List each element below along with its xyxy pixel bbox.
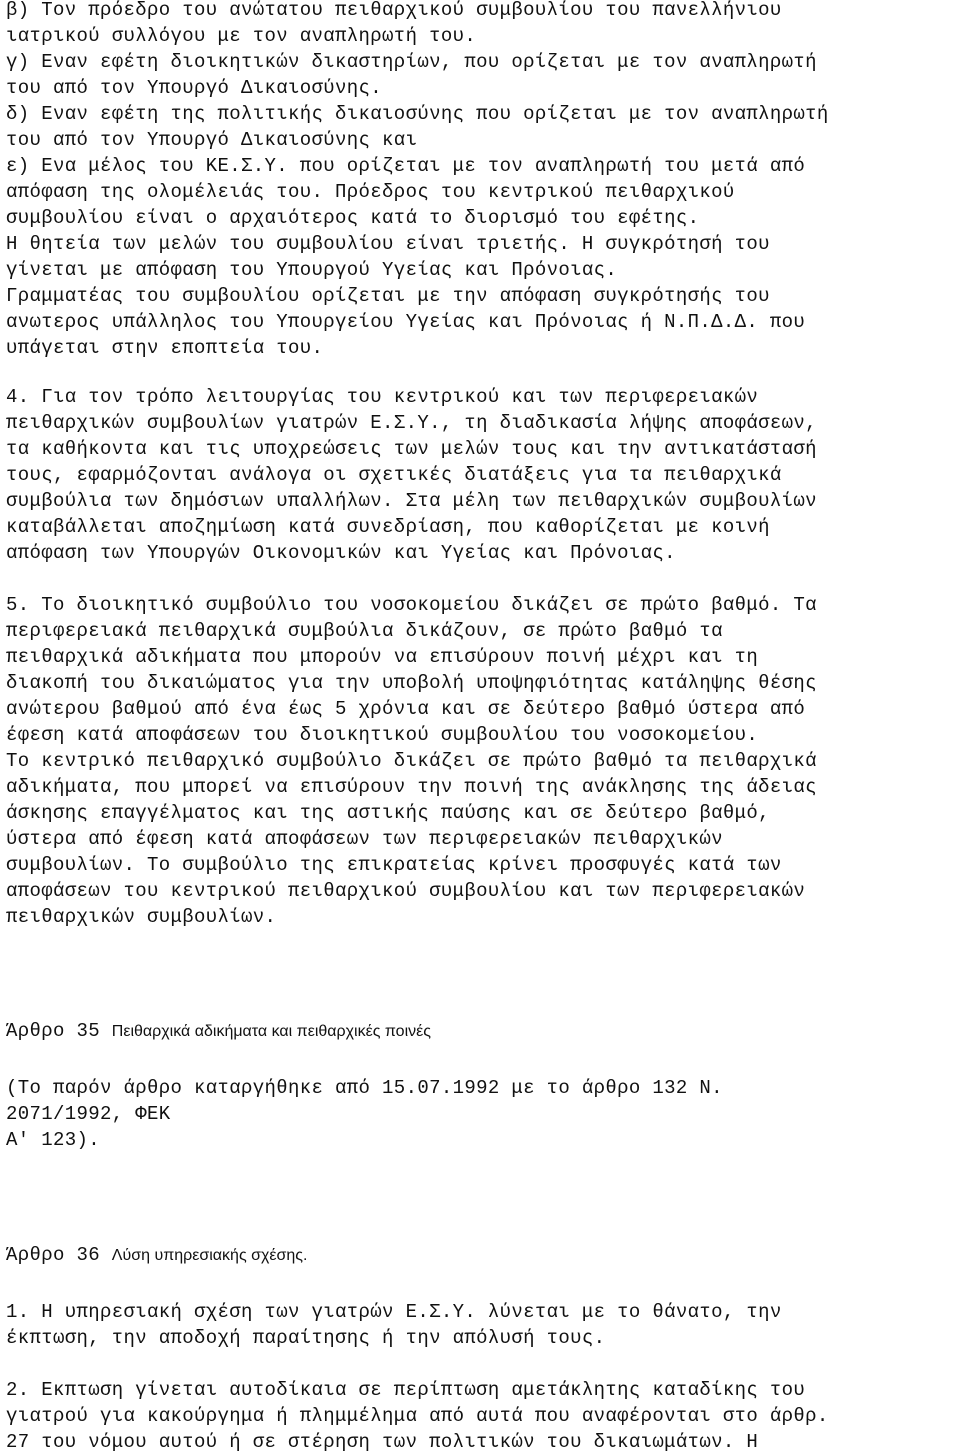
text-line: πειθαρχικών συμβουλίων γιατρών Ε.Σ.Υ., τη διαδικασία λήψης αποφάσεων, bbox=[6, 412, 817, 434]
article-35-heading bbox=[6, 1018, 431, 1045]
text-line: πειθαρχικά αδικήματα που μπορούν να επισύρουν ποινή μέχρι και τη bbox=[6, 646, 759, 668]
text-line: 1. Η υπηρεσιακή σχέση των γιατρών Ε.Σ.Υ. λύνεται με το θάνατο, την bbox=[6, 1301, 782, 1323]
text-line: απόφαση των Υπουργών Οικονομικών και Υγείας και Πρόνοιας. bbox=[6, 542, 676, 564]
text-line: ανωτερος υπάλληλος του Υπουργείου Υγείας και Πρόνοιας ή Ν.Π.Δ.Δ. που bbox=[6, 311, 806, 333]
text-line: περιφερειακά πειθαρχικά συμβούλια δικάζουν, σε πρώτο βαθμό τα bbox=[6, 620, 723, 642]
text-line: ε) Ενα μέλος του ΚΕ.Σ.Υ. που ορίζεται με τον αναπληρωτή του μετά από bbox=[6, 155, 806, 177]
text-line: 2. Εκπτωση γίνεται αυτοδίκαια σε περίπτωση αμετάκλητης καταδίκης του bbox=[6, 1379, 806, 1401]
text-line: Α' 123). bbox=[6, 1129, 101, 1151]
text-line: τους, εφαρμόζονται ανάλογα οι σχετικές διατάξεις για τα πειθαρχικά bbox=[6, 464, 782, 486]
text-line: 27 του νόμου αυτού ή σε στέρηση των πολιτικών του δικαιωμάτων. Η bbox=[6, 1431, 759, 1453]
text-line: δ) Εναν εφέτη της πολιτικής δικαιοσύνης που ορίζεται με τον αναπληρωτή bbox=[6, 103, 829, 125]
text-line: (Το παρόν άρθρο καταργήθηκε από 15.07.1992 με το άρθρο 132 Ν. bbox=[6, 1077, 723, 1099]
text-line: έφεση κατά αποφάσεων του διοικητικού συμβουλίου του νοσοκομείου. bbox=[6, 724, 759, 746]
text-line: διακοπή του δικαιώματος για την υποβολή υποψηφιότητας κατάληψης θέσης bbox=[6, 672, 817, 694]
text-line: έκπτωση, την αποδοχή παραίτησης ή την απόλυσή τους. bbox=[6, 1327, 606, 1349]
article-35-label: Άρθρο 35 bbox=[6, 1020, 101, 1042]
text-line: 2071/1992, ΦΕΚ bbox=[6, 1103, 171, 1125]
text-line: αποφάσεων του κεντρικού πειθαρχικού συμβουλίου και των περιφερειακών bbox=[6, 880, 806, 902]
text-line: ιατρικού συλλόγου με τον αναπληρωτή του. bbox=[6, 25, 477, 47]
article-36-heading bbox=[6, 1242, 307, 1269]
article-36-title: Λύση υπηρεσιακής σχέσης. bbox=[111, 1247, 308, 1264]
text-line: αδικήματα, που μπορεί να επισύρουν την ποινή της ανάκλησης της άδειας bbox=[6, 776, 817, 798]
text-line: καταβάλλεται αποζημίωση κατά συνεδρίαση, που καθορίζεται με κοινή bbox=[6, 516, 770, 538]
text-line: απόφαση της ολομέλειάς του. Πρόεδρος του κεντρικού πειθαρχικού bbox=[6, 181, 735, 203]
text-line: ύστερα από έφεση κατά αποφάσεων των περιφερειακών πειθαρχικών bbox=[6, 828, 723, 850]
text-line: του από τον Υπουργό Δικαιοσύνης και bbox=[6, 129, 418, 151]
text-line: γίνεται με απόφαση του Υπουργού Υγείας και Πρόνοιας. bbox=[6, 259, 618, 281]
text-line: γιατρού για κακούργημα ή πλημμέλημα από αυτά που αναφέρονται στο άρθρ. bbox=[6, 1405, 829, 1427]
text-line: Γραμματέας του συμβουλίου ορίζεται με την απόφαση συγκρότησής του bbox=[6, 285, 770, 307]
text-line: Το κεντρικό πειθαρχικό συμβούλιο δικάζει σε πρώτο βαθμό τα πειθαρχικά bbox=[6, 750, 817, 772]
text-line: άσκησης επαγγέλματος και της αστικής παύσης και σε δεύτερο βαθμό, bbox=[6, 802, 770, 824]
text-line: Η θητεία των μελών του συμβουλίου είναι τριετής. Η συγκρότησή του bbox=[6, 233, 770, 255]
text-line: συμβούλια των δημόσιων υπαλλήλων. Στα μέλη των πειθαρχικών συμβουλίων bbox=[6, 490, 817, 512]
text-line: του από τον Υπουργό Δικαιοσύνης. bbox=[6, 77, 383, 99]
text-line: γ) Εναν εφέτη διοικητικών δικαστηρίων, που ορίζεται με τον αναπληρωτή bbox=[6, 51, 817, 73]
text-line: 5. Το διοικητικό συμβούλιο του νοσοκομείου δικάζει σε πρώτο βαθμό. Τα bbox=[6, 594, 817, 616]
text-line: β) Τον πρόεδρο του ανώτατου πειθαρχικού συμβουλίου του πανελλήνιου bbox=[6, 0, 782, 21]
text-line: συμβουλίου είναι ο αρχαιότερος κατά το διορισμό του εφέτης. bbox=[6, 207, 700, 229]
text-line: ανώτερου βαθμού από ένα έως 5 χρόνια και σε δεύτερο βαθμό ύστερα από bbox=[6, 698, 806, 720]
text-line: τα καθήκοντα και τις υποχρεώσεις των μελών τους και την αντικατάστασή bbox=[6, 438, 817, 460]
text-line: υπάγεται στην εποπτεία του. bbox=[6, 337, 324, 359]
text-line: συμβουλίων. Το συμβούλιο της επικρατείας κρίνει προσφυγές κατά των bbox=[6, 854, 782, 876]
article-35-title: Πειθαρχικά αδικήματα και πειθαρχικές ποινές bbox=[111, 1023, 431, 1040]
text-line: 4. Για τον τρόπο λειτουργίας του κεντρικού και των περιφερειακών bbox=[6, 386, 759, 408]
text-line: πειθαρχικών συμβουλίων. bbox=[6, 906, 277, 928]
article-36-label: Άρθρο 36 bbox=[6, 1244, 101, 1266]
